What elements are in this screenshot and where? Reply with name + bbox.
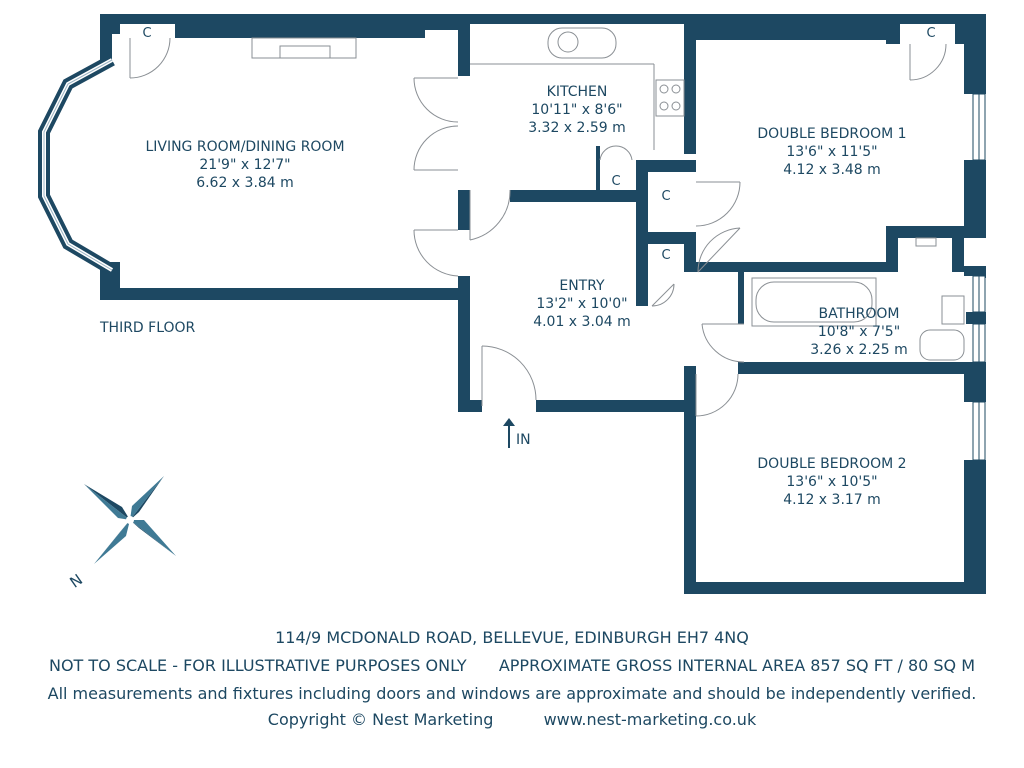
cupboard-label: C <box>926 26 936 41</box>
wall <box>100 14 978 24</box>
hob <box>656 80 684 116</box>
wall <box>696 24 886 40</box>
wall <box>952 226 964 272</box>
scale-note: NOT TO SCALE - FOR ILLUSTRATIVE PURPOSES ONLY <box>48 656 467 675</box>
disclaimer-text: All measurements and fixtures including doors and windows are approximate and should be independently verified. <box>47 684 977 703</box>
wall <box>636 160 648 232</box>
room-metric: 3.26 x 2.25 m <box>810 342 908 358</box>
room-name: LIVING ROOM/DINING ROOM <box>145 139 345 155</box>
room-imperial: 13'2" x 10'0" <box>536 296 628 312</box>
wall <box>738 262 744 324</box>
room-label-bedroom2 <box>757 456 906 508</box>
wall <box>966 312 986 324</box>
cupboard-label: C <box>661 189 671 204</box>
wall <box>964 14 986 94</box>
windows <box>973 94 985 460</box>
wall <box>684 582 986 594</box>
website-link[interactable]: www.nest-marketing.co.uk <box>543 710 757 729</box>
wall <box>964 362 986 402</box>
wall <box>636 244 648 306</box>
wall <box>738 362 986 374</box>
room-name: DOUBLE BEDROOM 2 <box>757 456 907 472</box>
footer-notes <box>0 656 1024 675</box>
wall <box>100 288 470 300</box>
footer-credits <box>0 710 1024 729</box>
towel-rail <box>916 238 936 246</box>
wall <box>458 400 482 412</box>
room-label-kitchen <box>528 84 626 136</box>
bay-window <box>44 60 112 270</box>
cupboard-label: C <box>661 248 671 263</box>
copyright-text: Copyright © Nest Marketing <box>267 710 494 729</box>
room-imperial: 21'9" x 12'7" <box>199 157 291 173</box>
entrance-marker <box>503 418 531 448</box>
footer-address <box>0 628 1024 647</box>
wall <box>510 190 640 202</box>
wall <box>596 146 600 202</box>
wall <box>886 226 986 238</box>
wall <box>684 232 696 272</box>
cupboard-label: C <box>142 26 152 41</box>
floor-label: THIRD FLOOR <box>100 320 196 336</box>
basin <box>942 296 964 324</box>
room-name: KITCHEN <box>546 84 608 100</box>
room-name: DOUBLE BEDROOM 1 <box>757 126 907 142</box>
area-note: APPROXIMATE GROSS INTERNAL AREA 857 SQ FT / 80 SQ M <box>498 656 976 675</box>
wall <box>636 232 686 244</box>
address-text: 114/9 MCDONALD ROAD, BELLEVUE, EDINBURGH EH7 4NQ <box>275 628 749 647</box>
wall <box>964 460 986 594</box>
wall <box>536 400 696 412</box>
room-metric: 4.12 x 3.17 m <box>783 492 881 508</box>
compass-label: N <box>66 570 87 592</box>
doors <box>130 38 946 416</box>
room-label-living <box>145 139 344 191</box>
fireplace <box>252 38 356 58</box>
room-metric: 4.01 x 3.04 m <box>533 314 631 330</box>
room-imperial: 10'8" x 7'5" <box>817 324 901 340</box>
room-label-bathroom <box>810 306 908 358</box>
wall <box>886 24 900 44</box>
room-metric: 6.62 x 3.84 m <box>196 175 294 191</box>
room-imperial: 13'6" x 10'5" <box>786 474 878 490</box>
room-name: BATHROOM <box>818 306 900 322</box>
wall <box>886 226 898 272</box>
room-imperial: 10'11" x 8'6" <box>531 102 623 118</box>
wall <box>458 14 470 76</box>
wall <box>458 190 470 230</box>
footer-disclaimer <box>0 684 1024 703</box>
room-label-entry <box>533 278 631 330</box>
wall <box>175 24 425 38</box>
room-metric: 4.12 x 3.48 m <box>783 162 881 178</box>
wall <box>696 262 890 272</box>
compass-icon <box>66 476 176 592</box>
room-label-bedroom1 <box>757 126 906 178</box>
cupboard-label: C <box>611 174 621 189</box>
room-metric: 3.32 x 2.59 m <box>528 120 626 136</box>
wall <box>684 14 696 154</box>
room-name: ENTRY <box>559 278 605 294</box>
wall <box>425 24 460 30</box>
toilet <box>920 330 964 360</box>
wall <box>964 160 986 228</box>
room-imperial: 13'6" x 11'5" <box>786 144 878 160</box>
entrance-label: IN <box>516 432 531 448</box>
